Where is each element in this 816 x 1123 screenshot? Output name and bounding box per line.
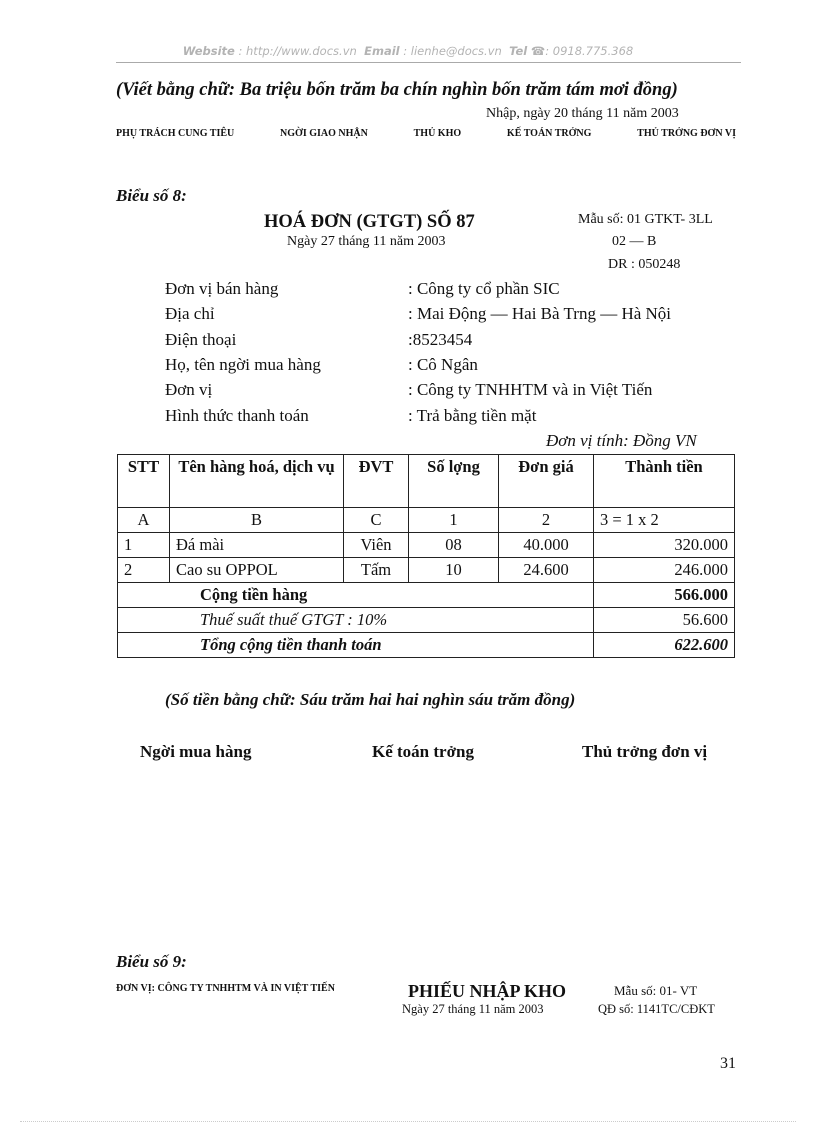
subtotal-row [118,583,735,608]
payment-value: : Trả bằng tiền mặt [408,406,537,425]
email-link[interactable]: lienhe@docs.vn [410,44,502,58]
code-cell: B [170,508,344,533]
row-stt: 1 [118,533,170,558]
sig-director: Thủ trởng đơn vị [582,742,708,761]
sig-deliverer: NGỜI GIAO NHẬN [280,128,368,139]
sig-chief-accountant: KẾ TOÁN TRỞNG [506,128,592,139]
seller-label: Đơn vị bán hàng [165,279,279,298]
tel-value: : 0918.775.368 [545,44,634,58]
form-number: Mẫu số: 01 GTKT- 3LL [578,212,713,227]
invoice-title: HOÁ ĐƠN (GTGT) SỐ 87 [264,212,475,232]
seller-value: : Công ty cổ phần SIC [408,279,560,298]
phone-label: Điện thoại [165,330,237,349]
vat-value: 56.600 [594,608,735,633]
row-qty: 10 [409,558,499,583]
total-label: Tổng cộng tiền thanh toán [118,633,594,658]
buyer-unit-label: Đơn vị [165,380,213,399]
col-stt: STT [118,455,170,508]
website-label: Website [182,44,235,58]
row-price: 40.000 [499,533,594,558]
code-cell: 2 [499,508,594,533]
website-link[interactable]: http://www.docs.vn [246,44,357,58]
sig-storekeeper: THỦ KHO [413,128,462,139]
table-header-row [118,455,735,508]
col-unit: ĐVT [344,455,409,508]
sig-head-of-unit: THỦ TRỞNG ĐƠN VỊ [637,128,736,139]
amount-in-words-top: (Viết bằng chữ: Ba triệu bốn trăm ba chín nghìn bốn trăm tám mơi đồng) [116,80,678,100]
row-name: Đá mài [170,533,344,558]
col-price: Đơn giá [499,455,594,508]
import-date-line: Nhập, ngày 20 tháng 11 năm 2003 [486,106,679,121]
section-label-9: Biểu số 9: [116,952,187,971]
footer-dotted-rule [20,1121,796,1122]
email-sep: : [399,44,411,58]
payment-label: Hình thức thanh toán [165,406,309,425]
amount-in-words: (Số tiền bằng chữ: Sáu trăm hai hai nghìn sáu trăm đồng) [165,690,576,709]
row-amount: 246.000 [594,558,735,583]
code-cell: A [118,508,170,533]
vat-label: Thuế suất thuế GTGT : 10% [118,608,594,633]
address-label: Địa chỉ [165,304,215,323]
invoice-table [117,454,735,658]
code-cell: 1 [409,508,499,533]
col-amount: Thành tiền [594,455,735,508]
subtotal-value: 566.000 [594,583,735,608]
website-sep: : [234,44,247,58]
row-stt: 2 [118,558,170,583]
subtotal-label: Cộng tiền hàng [118,583,594,608]
row-unit: Viên [344,533,409,558]
table-code-row [118,508,735,533]
row-amount: 320.000 [594,533,735,558]
form-series: 02 — B [612,234,657,249]
buyer-unit-value: : Công ty TNHHTM và in Việt Tiến [408,380,653,399]
sig-procurement: PHỤ TRÁCH CUNG TIÊU [116,128,235,139]
section-label-8: Biểu số 8: [116,186,187,205]
receipt-date: Ngày 27 tháng 11 năm 2003 [402,1002,544,1016]
invoice-date: Ngày 27 tháng 11 năm 2003 [287,234,446,249]
receipt-title: PHIẾU NHẬP KHO [408,981,567,1001]
table-row [118,558,735,583]
code-cell: 3 = 1 x 2 [594,508,735,533]
row-name: Cao su OPPOL [170,558,344,583]
receipt-decision: QĐ số: 1141TC/CĐKT [598,1002,715,1016]
header-rule [116,62,741,63]
row-qty: 08 [409,533,499,558]
row-unit: Tấm [344,558,409,583]
sig-accountant: Kế toán trởng [372,742,474,761]
tel-label: Tel [509,44,528,58]
currency-unit: Đơn vị tính: Đồng VN [546,431,697,450]
buyer-label: Họ, tên ngời mua hàng [165,355,321,374]
signature-row-top [116,128,736,139]
buyer-value: : Cô Ngân [408,355,478,374]
phone-value: :8523454 [408,330,473,349]
total-value: 622.600 [594,633,735,658]
total-row [118,633,735,658]
email-label: Email [364,44,400,58]
table-row [118,533,735,558]
address-value: : Mai Động — Hai Bà Trng — Hà Nội [408,304,672,323]
sig-buyer: Ngời mua hàng [140,742,252,761]
phone-icon: ☎ [530,44,546,58]
page-number: 31 [720,1055,736,1072]
site-header [0,44,816,58]
code-cell: C [344,508,409,533]
row-price: 24.600 [499,558,594,583]
col-qty: Số lợng [409,455,499,508]
vat-row [118,608,735,633]
form-dr: DR : 050248 [608,257,681,272]
receipt-form-number: Mẫu số: 01- VT [614,983,698,998]
col-name: Tên hàng hoá, dịch vụ [170,455,344,508]
receipt-unit: ĐƠN VỊ: CÔNG TY TNHHTM VÀ IN VIỆT TIẾN [116,983,335,994]
